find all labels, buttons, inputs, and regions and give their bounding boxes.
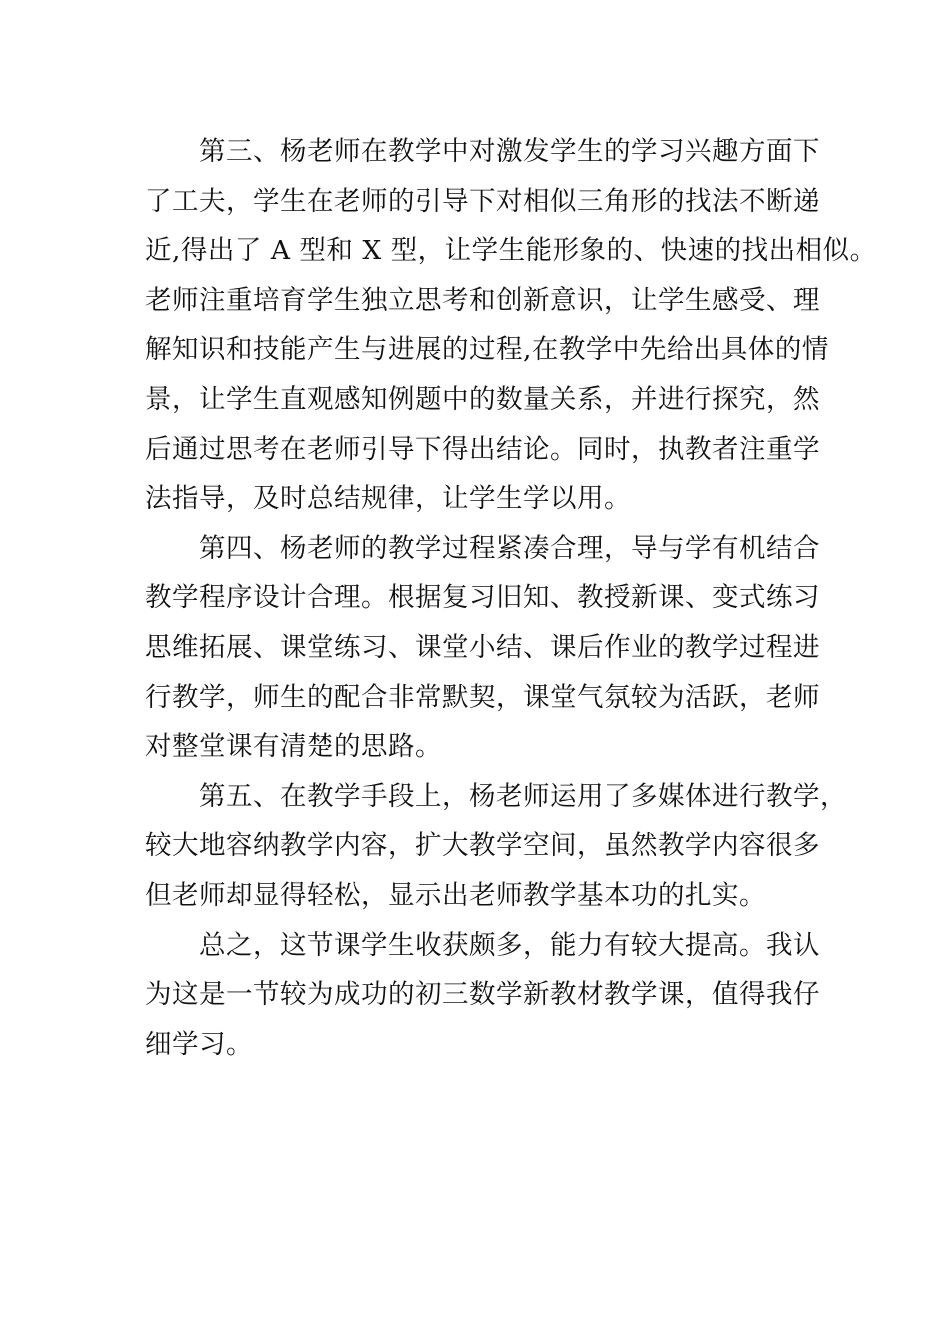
document-body: [145, 127, 877, 1069]
text-line: 了工夫，学生在老师的引导下对相似三角形的找法不断递: [145, 185, 820, 217]
paragraph-fifth-point: [145, 772, 845, 921]
text-line: 行教学，师生的配合非常默契，课堂气氛较为活跃，老师: [145, 681, 820, 713]
text-line: 解知识和技能产生与进展的过程,在教学中先给出具体的情: [145, 334, 829, 366]
text-line: 第三、杨老师在教学中对激发学生的学习兴趣方面下: [145, 136, 820, 167]
text-line: 较大地容纳教学内容，扩大教学空间，虽然教学内容很多: [145, 830, 820, 862]
paragraph-conclusion: [145, 921, 845, 1070]
text-line: 总之，这节课学生收获颇多，能力有较大提高。我认: [145, 929, 820, 961]
text-line: 思维拓展、课堂练习、课堂小结、课后作业的教学过程进: [145, 631, 820, 663]
text-line: 老师注重培育学生独立思考和创新意识，让学生感受、理: [145, 284, 820, 316]
text-line: 景，让学生直观感知例题中的数量关系，并进行探究，然: [145, 383, 820, 415]
text-line: 第四、杨老师的教学过程紧凑合理，导与学有机结合: [145, 532, 820, 564]
text-line: 后通过思考在老师引导下得出结论。同时，执教者注重学: [145, 433, 820, 465]
text-line: 第五、在教学手段上，杨老师运用了多媒体进行教学，: [145, 780, 847, 812]
paragraph-fourth-point: [145, 524, 845, 772]
text-line: 近,得出了 A 型和 X 型，让学生能形象的、快速的找出相似。: [145, 235, 877, 267]
text-line: 法指导，及时总结规律，让学生学以用。: [145, 483, 631, 515]
text-line: 对整堂课有清楚的思路。: [145, 731, 442, 763]
text-line: 细学习。: [145, 1028, 253, 1060]
paragraph-third-point: [145, 127, 877, 524]
text-line: 为这是一节较为成功的初三数学新教材教学课，值得我仔: [145, 979, 820, 1011]
text-line: 但老师却显得轻松，显示出老师教学基本功的扎实。: [145, 879, 766, 911]
text-line: 教学程序设计合理。根据复习旧知、教授新课、变式练习: [145, 582, 820, 614]
